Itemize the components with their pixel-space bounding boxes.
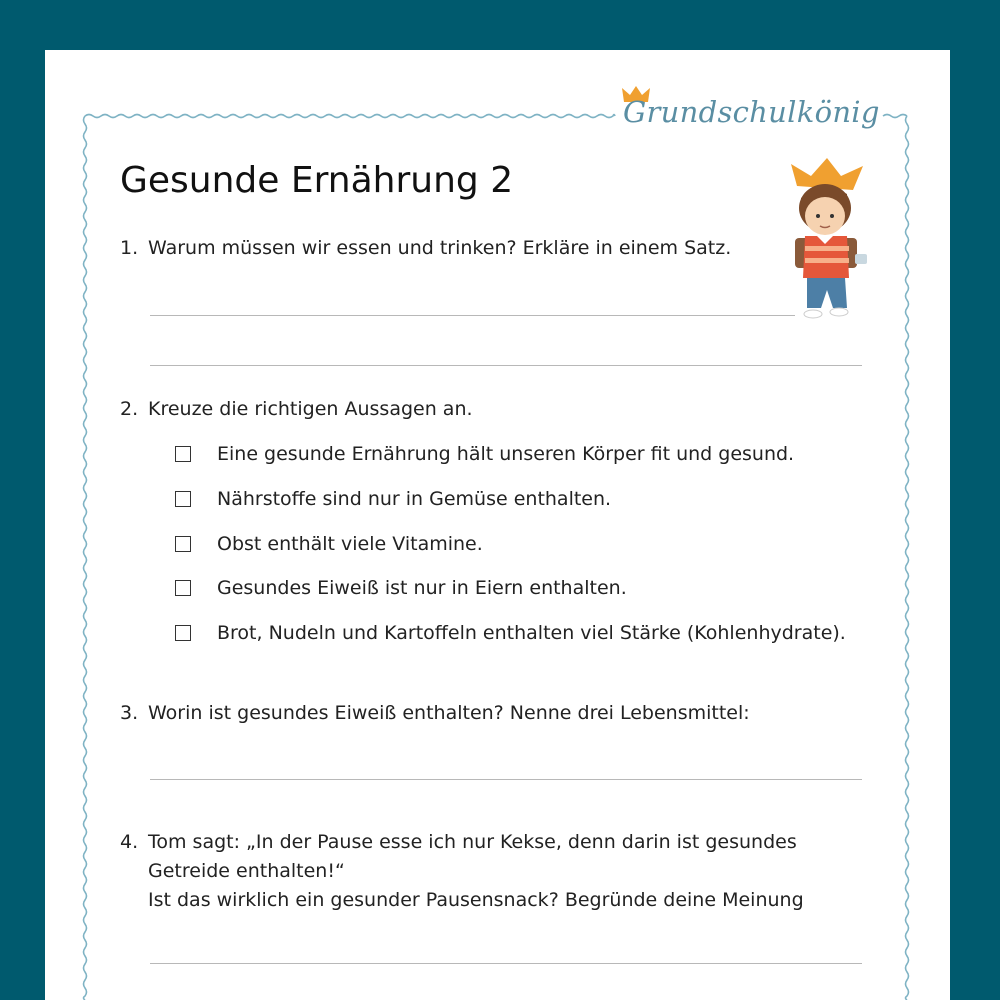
option-text: Brot, Nudeln und Kartoffeln enthalten viel Stärke (Kohlenhydrate). xyxy=(217,622,846,644)
page-title: Gesunde Ernährung 2 xyxy=(120,160,514,201)
option-text: Eine gesunde Ernährung hält unseren Körper fit und gesund. xyxy=(217,443,795,465)
question-number: 2. xyxy=(120,398,139,420)
question-number: 4. xyxy=(120,831,139,853)
boy-with-crown-illustration xyxy=(777,158,877,338)
answer-line[interactable] xyxy=(150,779,862,780)
question-number: 1. xyxy=(120,237,139,259)
checkbox[interactable] xyxy=(175,491,191,507)
option-text: Gesundes Eiweiß ist nur in Eiern enthalten. xyxy=(217,577,627,599)
worksheet-page xyxy=(45,50,950,1000)
answer-line[interactable] xyxy=(150,315,795,316)
question-text: Tom sagt: „In der Pause esse ich nur Kekse, denn darin ist gesundes Getreide enthalten!“ xyxy=(148,831,797,882)
question-text: Warum müssen wir essen und trinken? Erkläre in einem Satz. xyxy=(148,237,732,259)
checkbox[interactable] xyxy=(175,580,191,596)
question-text-continued: Ist das wirklich ein gesunder Pausensnack? Begründe deine Meinung xyxy=(148,889,804,911)
checkbox[interactable] xyxy=(175,625,191,641)
option-text: Nährstoffe sind nur in Gemüse enthalten. xyxy=(217,488,612,510)
answer-line[interactable] xyxy=(150,365,862,366)
brand-logo: Grundschulkönig xyxy=(623,95,880,129)
question-number: 3. xyxy=(120,702,139,724)
checkbox[interactable] xyxy=(175,536,191,552)
question-text: Worin ist gesundes Eiweiß enthalten? Nenne drei Lebensmittel: xyxy=(148,702,750,724)
answer-line[interactable] xyxy=(150,963,862,964)
question-text: Kreuze die richtigen Aussagen an. xyxy=(148,398,473,420)
checkbox[interactable] xyxy=(175,446,191,462)
option-text: Obst enthält viele Vitamine. xyxy=(217,533,483,555)
